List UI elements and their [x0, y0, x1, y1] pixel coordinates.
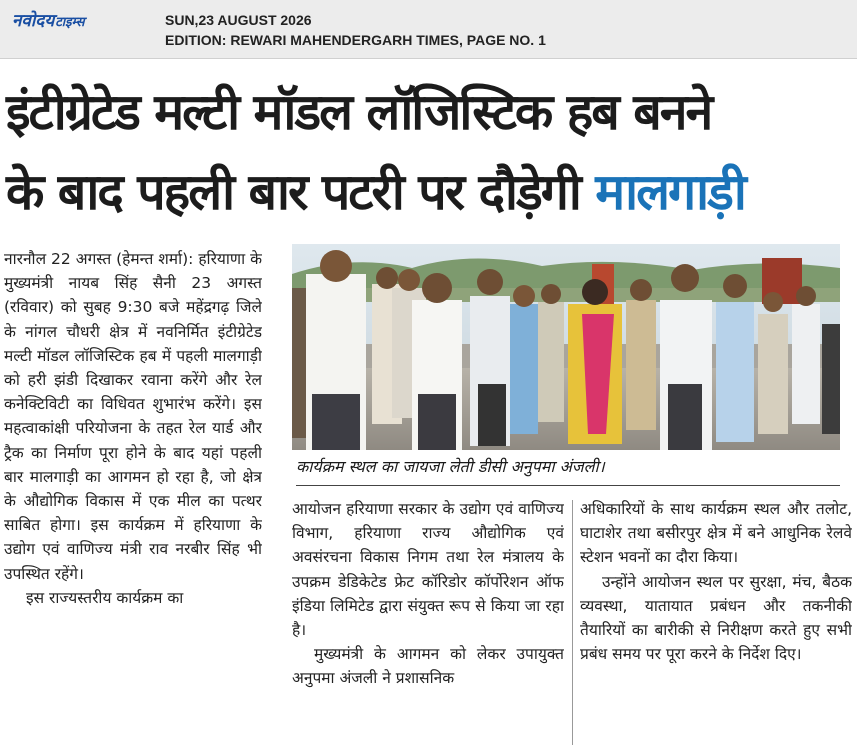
paragraph: उन्होंने आयोजन स्थल पर सुरक्षा, मंच, बैठक व्यवस्था, यातायात प्रबंधन और तकनीकी तैयारियों का बारीकी से निरीक्षण करते हुए सभी प्रबंध समय पर पूरा करने के निर्देश दिए। — [580, 572, 852, 664]
logo-main-text: नवोदय — [12, 11, 55, 31]
paragraph: आयोजन हरियाणा सरकार के उद्योग एवं वाणिज्य विभाग, हरियाणा राज्य औद्योगिक एवं अवसंरचना विकास निगम तथा रेल मंत्रालय के उपक्रम डेडिकेटेड फ्रेट कॉरिडोर कॉर्पोरेशन ऑफ इंडिया लिमिटेड द्वारा संयुक्त रूप से किया जा रहा है। — [292, 500, 564, 640]
paragraph: मुख्यमंत्री के आगमन को लेकर उपायुक्त अनुपमा अंजली ने प्रशासनिक — [292, 645, 564, 688]
date-line: SUN,23 AUGUST 2026 — [165, 12, 312, 28]
masthead — [0, 0, 857, 59]
column-divider — [572, 500, 573, 745]
headline-line-2-main: के बाद पहली बार पटरी पर दौड़ेगी — [6, 163, 596, 221]
article-headline — [6, 72, 851, 232]
photo-caption: कार्यक्रम स्थल का जायजा लेती डीसी अनुपमा अंजली। — [296, 455, 840, 486]
article-photo — [292, 244, 840, 450]
headline-line-2 — [6, 152, 851, 232]
paragraph: नारनौल 22 अगस्त (हेमन्त शर्मा): हरियाणा के मुख्यमंत्री नायब सिंह सैनी 23 अगस्त (रविवार) को सुबह 9:30 बजे महेंद्रगढ़ जिले के नांगल चौधरी क्षेत्र में नवनिर्मित इंटीग्रेटेड मल्टी मॉडल लॉजिस्टिक हब में पहली मालगाड़ी को हरी झंडी दिखाकर रवाना करेंगे और रेल कनेक्टिविटी का विधिवत शुभारंभ करेंगे। इस महत्वाकांक्षी परियोजना के तहत रेल यार्ड और ट्रैक का निर्माण पूरा होने के बाद यहां पहली बार मालगाड़ी का आगमन हो रहा है, जो क्षेत्र के औद्योगिक विकास में एक मील का पत्थर साबित होगा। इस कार्यक्रम में हरियाणा के उद्योग एवं वाणिज्य मंत्री राव नरबीर सिंह भी उपस्थित रहेंगे। — [4, 250, 262, 583]
newspaper-logo[interactable] — [12, 8, 85, 31]
paragraph: अधिकारियों के साथ कार्यक्रम स्थल और तलोट, घाटाशेर तथा बसीरपुर क्षेत्र में बने आधुनिक रेलवे स्टेशन भवनों का दौरा किया। — [580, 500, 852, 567]
article-column-1 — [4, 247, 262, 747]
edition-info — [165, 10, 546, 50]
paragraph: इस राज्यस्तरीय कार्यक्रम का — [26, 588, 184, 607]
headline-highlight: मालगाड़ी — [595, 163, 745, 221]
article-column-2 — [292, 497, 564, 747]
article-column-3 — [580, 497, 852, 747]
logo-sub-text: टाइम्स — [55, 15, 85, 30]
headline-line-1: इंटीग्रेटेड मल्टी मॉडल लॉजिस्टिक हब बनने — [6, 83, 712, 141]
edition-line: EDITION: REWARI MAHENDERGARH TIMES, PAGE NO. 1 — [165, 32, 546, 48]
